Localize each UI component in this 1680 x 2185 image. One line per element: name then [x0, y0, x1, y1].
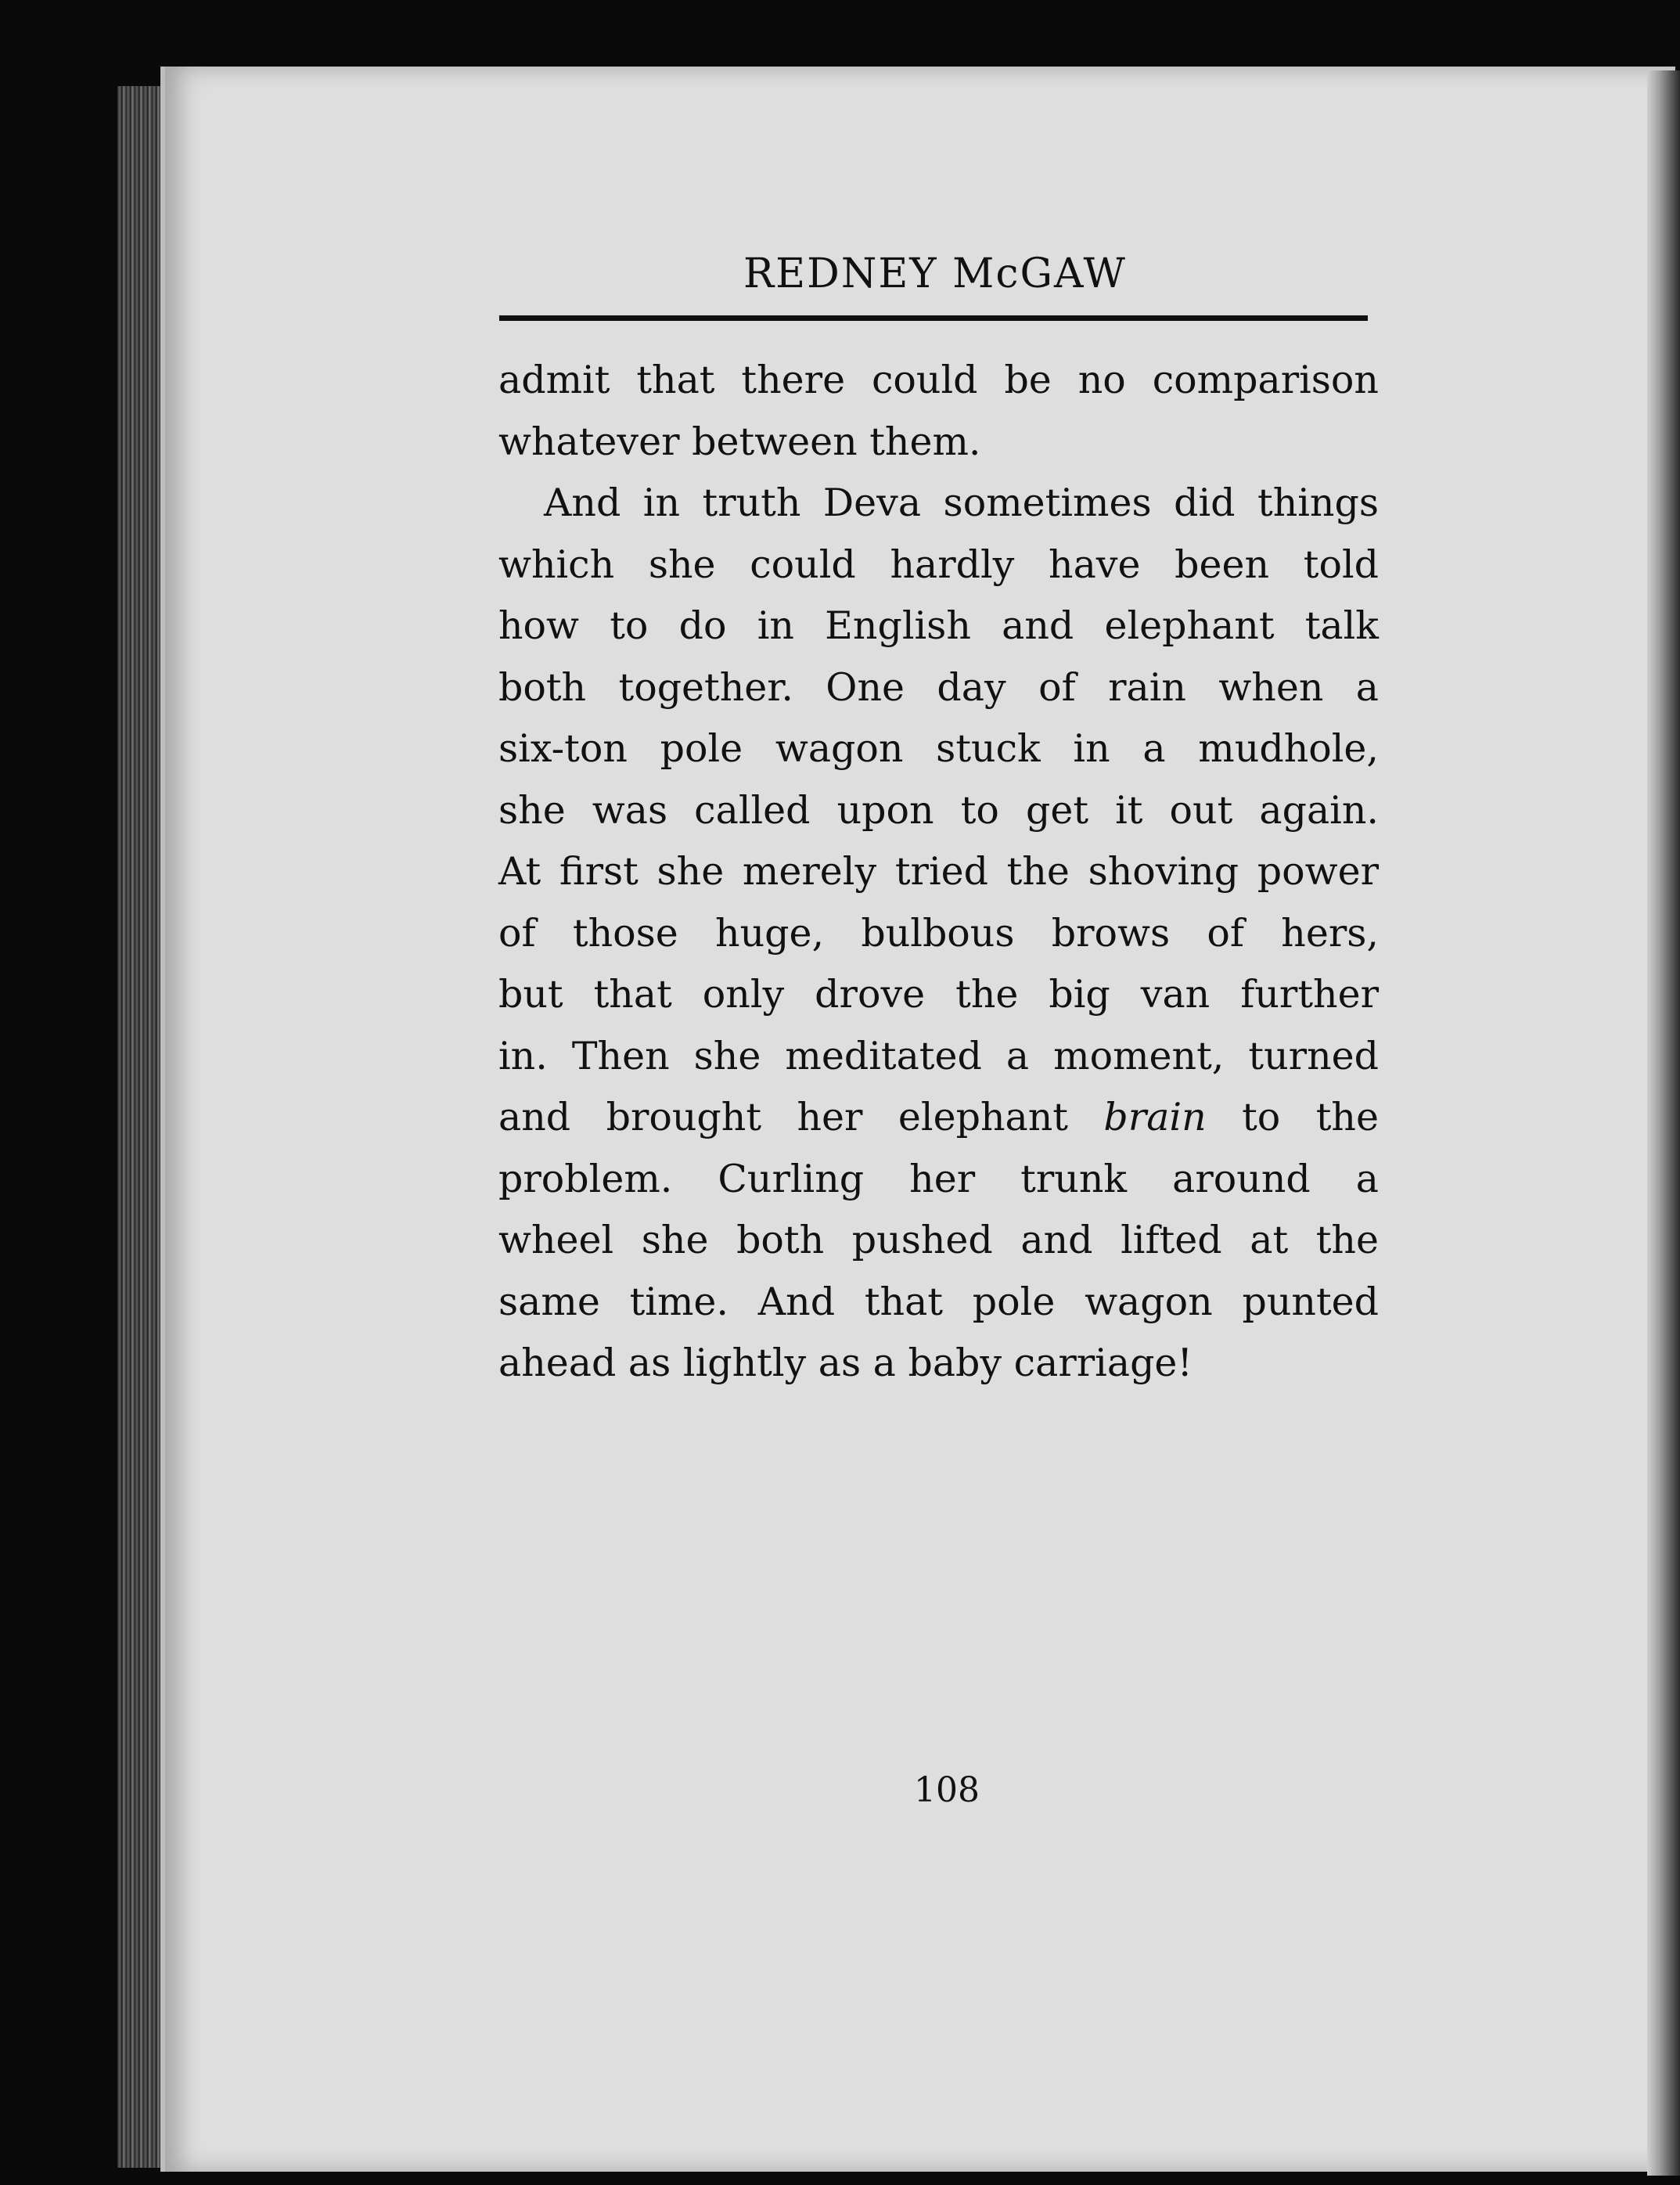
text-line: in. Then she meditated a moment, turned: [498, 1033, 1379, 1078]
text-line: of those huge, bulbous brows of hers,: [498, 910, 1379, 956]
italic-word: brain: [1103, 1095, 1207, 1139]
text-line: same time. And that pole wagon punted: [498, 1279, 1379, 1324]
text-line: how to do in English and elephant talk: [498, 603, 1379, 648]
text-line: whatever between them.: [498, 419, 981, 464]
text-line: wheel she both pushed and lifted at the: [498, 1218, 1379, 1262]
page-number: 108: [914, 1770, 980, 1810]
text-line: And in truth Deva sometimes did things: [544, 481, 1379, 525]
text-line: problem. Curling her trunk around a: [498, 1156, 1379, 1201]
text-line: both together. One day of rain when a: [498, 664, 1379, 710]
facing-page-edge: [1647, 70, 1680, 2176]
body-text: [498, 350, 1379, 1395]
text-line: ahead as lightly as a baby carriage!: [498, 1341, 1193, 1385]
text-line: which she could hardly have been told: [498, 542, 1379, 587]
text-line: but that only drove the big van further: [498, 972, 1379, 1017]
text-line: six-ton pole wagon stuck in a mudhole,: [498, 726, 1379, 771]
text-line: At first she merely tried the shoving power: [498, 849, 1379, 894]
text-line: she was called upon to get it out again.: [498, 787, 1379, 833]
text-line: admit that there could be no comparison: [498, 358, 1379, 402]
header-rule: [499, 315, 1368, 321]
text-segment: and brought her elephant: [498, 1095, 1104, 1139]
running-head: REDNEY McGAW: [743, 250, 1127, 297]
text-segment: to the: [1206, 1095, 1379, 1139]
text-line-with-italic: [498, 1087, 1379, 1149]
